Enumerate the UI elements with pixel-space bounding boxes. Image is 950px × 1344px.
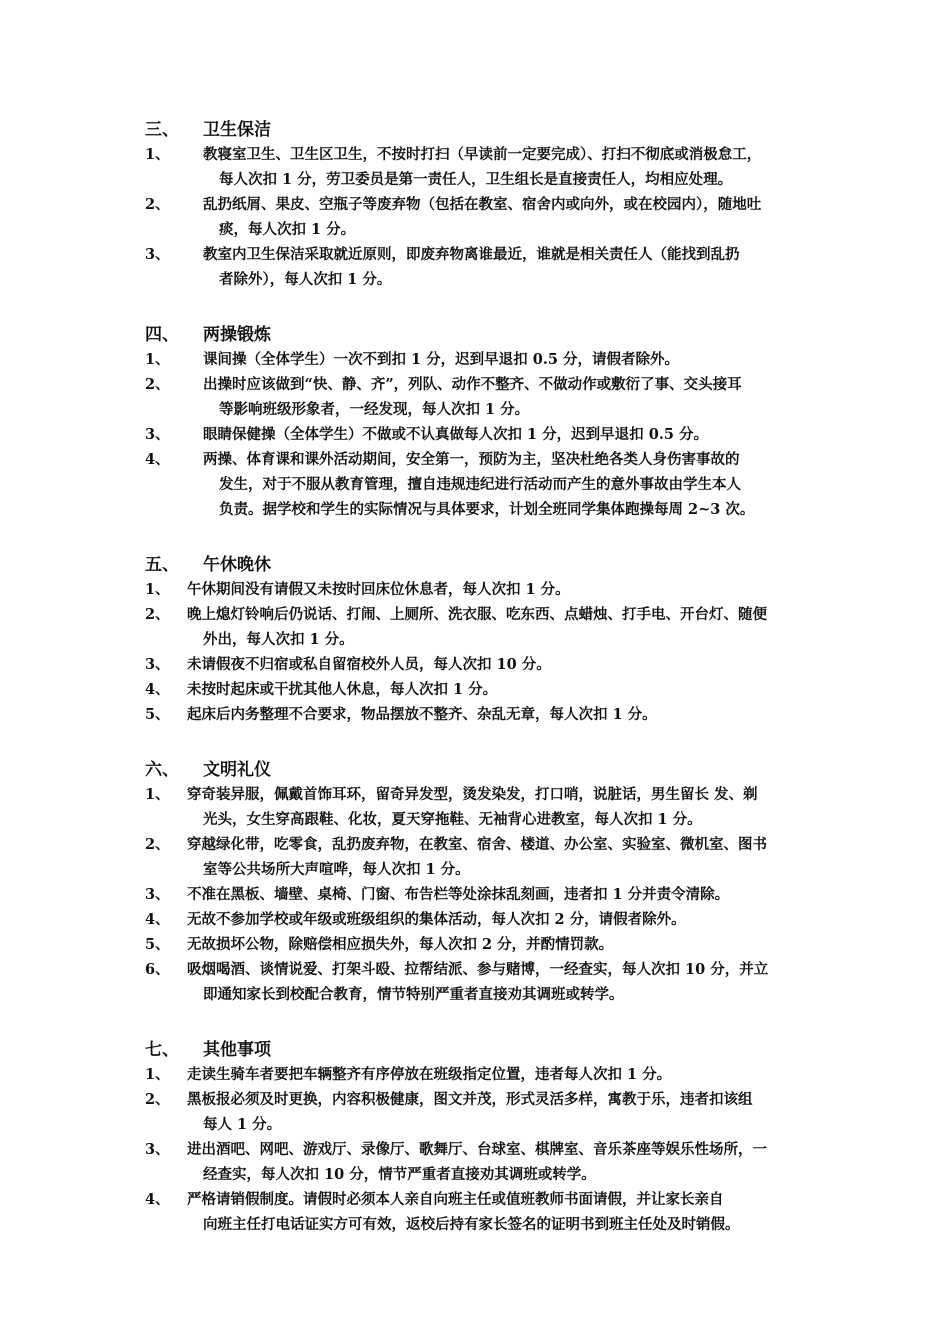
section-number: 七、 <box>145 1040 179 1060</box>
section-heading <box>145 758 825 782</box>
item-text <box>201 447 825 522</box>
item-text <box>185 932 825 957</box>
item-text <box>185 1137 825 1187</box>
item-line: 晚上熄灯铃响后仍说话、打闹、上厕所、洗衣服、吃东西、点蜡烛、打手电、开台灯、随便 <box>187 606 767 623</box>
section-number: 五、 <box>145 555 179 575</box>
list-item <box>145 1187 825 1237</box>
item-line: 教寝室卫生、卫生区卫生，不按时打扫（早读前一定要完成）、打扫不彻底或消极怠工， <box>203 146 762 163</box>
item-line: 向班主任打电话证实方可有效，返校后持有家长签名的证明书到班主任处及时销假。 <box>203 1216 740 1233</box>
item-number: 3、 <box>145 886 170 903</box>
section-number: 六、 <box>145 760 179 780</box>
item-text <box>185 1087 825 1137</box>
list-item <box>145 447 825 522</box>
item-line: 外出，每人次扣 1 分。 <box>203 631 354 648</box>
item-line: 未按时起床或干扰其他人休息，每人次扣 1 分。 <box>187 681 498 698</box>
item-line: 黑板报必须及时更换，内容积极健康，图文并茂，形式灵活多样，寓教于乐，违者扣该组 <box>187 1091 753 1108</box>
item-line: 室等公共场所大声喧哗，每人次扣 1 分。 <box>203 861 470 878</box>
item-number: 1、 <box>145 1066 170 1083</box>
section-heading <box>145 1038 825 1062</box>
list-item <box>145 907 825 932</box>
list-item <box>145 372 825 422</box>
section-title: 两操锻炼 <box>203 325 271 345</box>
item-text <box>185 577 825 602</box>
section-number: 三、 <box>145 120 179 140</box>
list-item <box>145 192 825 242</box>
list-item <box>145 242 825 292</box>
item-text <box>201 422 825 447</box>
section-6 <box>145 758 825 1007</box>
list-item <box>145 677 825 702</box>
item-number: 1、 <box>145 786 170 803</box>
item-number: 5、 <box>145 706 170 723</box>
section-heading <box>145 553 825 577</box>
item-number: 2、 <box>145 836 170 853</box>
section-7 <box>145 1038 825 1237</box>
item-line: 穿越绿化带，吃零食，乱扔废弃物，在教室、宿舍、楼道、办公室、实验室、微机室、图书 <box>187 836 767 853</box>
item-line: 等影响班级形象者，一经发现，每人次扣 1 分。 <box>219 401 530 418</box>
item-number: 2、 <box>145 606 170 623</box>
item-line: 痰，每人次扣 1 分。 <box>219 221 356 238</box>
item-text <box>201 372 825 422</box>
section-title: 其他事项 <box>203 1040 271 1060</box>
item-number: 3、 <box>145 1141 170 1158</box>
list-item <box>145 1087 825 1137</box>
list-item <box>145 932 825 957</box>
list-item <box>145 782 825 832</box>
list-item <box>145 422 825 447</box>
item-number: 3、 <box>145 246 170 263</box>
item-number: 4、 <box>145 681 170 698</box>
list-item <box>145 142 825 192</box>
list-item <box>145 832 825 882</box>
item-line: 经查实，每人次扣 10 分，情节严重者直接劝其调班或转学。 <box>203 1166 596 1183</box>
item-number: 4、 <box>145 911 170 928</box>
item-number: 4、 <box>145 451 170 468</box>
list-item <box>145 652 825 677</box>
item-number: 1、 <box>145 351 170 368</box>
item-text <box>185 957 825 1007</box>
item-line: 无故不参加学校或年级或班级组织的集体活动，每人次扣 2 分，请假者除外。 <box>187 911 686 928</box>
item-line: 负责。据学校和学生的实际情况与具体要求，计划全班同学集体跑操每周 2~3 次。 <box>219 501 755 518</box>
item-line: 起床后内务整理不合要求，物品摆放不整齐、杂乱无章，每人次扣 1 分。 <box>187 706 657 723</box>
list-item <box>145 957 825 1007</box>
item-number: 2、 <box>145 376 170 393</box>
item-line: 无故损坏公物，除赔偿相应损失外，每人次扣 2 分，并酌情罚款。 <box>187 936 614 953</box>
list-item <box>145 702 825 727</box>
section-title: 卫生保洁 <box>203 120 271 140</box>
item-line: 每人 1 分。 <box>203 1116 282 1133</box>
item-number: 5、 <box>145 936 170 953</box>
section-title: 午休晚休 <box>203 555 271 575</box>
item-text <box>185 907 825 932</box>
list-item <box>145 882 825 907</box>
item-line: 进出酒吧、网吧、游戏厅、录像厅、歌舞厅、台球室、棋牌室、音乐茶座等娱乐性场所，一 <box>187 1141 767 1158</box>
item-line: 吸烟喝酒、谈情说爱、打架斗殴、拉帮结派、参与赌博，一经查实，每人次扣 10 分，并立 <box>187 961 769 978</box>
item-line: 穿奇装异服，佩戴首饰耳环，留奇异发型，烫发染发，打口哨，说脏话，男生留长 发、剃 <box>187 786 758 803</box>
item-line: 即通知家长到校配合教育，情节特别严重者直接劝其调班或转学。 <box>203 986 624 1003</box>
item-number: 2、 <box>145 1091 170 1108</box>
item-text <box>185 702 825 727</box>
item-line: 乱扔纸屑、果皮、空瓶子等废弃物（包括在教室、宿舍内或向外，或在校园内），随地吐 <box>203 196 762 213</box>
item-number: 3、 <box>145 656 170 673</box>
item-text <box>185 677 825 702</box>
item-text <box>201 242 825 292</box>
item-line: 两操、体育课和课外活动期间，安全第一，预防为主，坚决杜绝各类人身伤害事故的 <box>203 451 740 468</box>
item-line: 教室内卫生保洁采取就近原则，即废弃物离谁最近，谁就是相关责任人（能找到乱扔 <box>203 246 740 263</box>
item-text <box>185 782 825 832</box>
item-number: 4、 <box>145 1191 170 1208</box>
item-number: 1、 <box>145 146 170 163</box>
item-line: 出操时应该做到“快、静、齐”，列队、动作不整齐、不做动作或敷衍了事、交头接耳 <box>203 376 742 393</box>
item-line: 走读生骑车者要把车辆整齐有序停放在班级指定位置，违者每人次扣 1 分。 <box>187 1066 672 1083</box>
item-line: 发生，对于不服从教育管理，擅自违规违纪进行活动而产生的意外事故由学生本人 <box>219 476 741 493</box>
section-number: 四、 <box>145 325 179 345</box>
item-text <box>185 882 825 907</box>
list-item <box>145 1137 825 1187</box>
item-text <box>185 1062 825 1087</box>
section-heading <box>145 323 825 347</box>
item-number: 1、 <box>145 581 170 598</box>
section-3 <box>145 118 825 292</box>
item-text <box>185 652 825 677</box>
item-line: 者除外），每人次扣 1 分。 <box>219 271 392 288</box>
item-text <box>201 142 825 192</box>
item-line: 课间操（全体学生）一次不到扣 1 分，迟到早退扣 0.5 分，请假者除外。 <box>203 351 680 368</box>
item-text <box>201 192 825 242</box>
section-title: 文明礼仪 <box>203 760 271 780</box>
item-line: 眼睛保健操（全体学生）不做或不认真做每人次扣 1 分，迟到早退扣 0.5 分。 <box>203 426 709 443</box>
item-number: 2、 <box>145 196 170 213</box>
list-item <box>145 577 825 602</box>
item-line: 严格请销假制度。请假时必须本人亲自向班主任或值班教师书面请假，并让家长亲自 <box>187 1191 724 1208</box>
section-heading <box>145 118 825 142</box>
item-text <box>185 832 825 882</box>
item-line: 不准在黑板、墙壁、桌椅、门窗、布告栏等处涂抹乱刻画，违者扣 1 分并责令清除。 <box>187 886 730 903</box>
item-text <box>185 602 825 652</box>
section-4 <box>145 323 825 522</box>
item-text <box>201 347 825 372</box>
item-line: 未请假夜不归宿或私自留宿校外人员，每人次扣 10 分。 <box>187 656 551 673</box>
item-number: 6、 <box>145 961 170 978</box>
item-line: 光头，女生穿高跟鞋、化妆，夏天穿拖鞋、无袖背心进教室，每人次扣 1 分。 <box>203 811 702 828</box>
list-item <box>145 1062 825 1087</box>
item-line: 午休期间没有请假又未按时回床位休息者，每人次扣 1 分。 <box>187 581 570 598</box>
list-item <box>145 602 825 652</box>
section-5 <box>145 553 825 727</box>
item-number: 3、 <box>145 426 170 443</box>
document-page <box>145 118 825 1268</box>
list-item <box>145 347 825 372</box>
item-line: 每人次扣 1 分，劳卫委员是第一责任人，卫生组长是直接责任人，均相应处理。 <box>219 171 733 188</box>
item-text <box>185 1187 825 1237</box>
